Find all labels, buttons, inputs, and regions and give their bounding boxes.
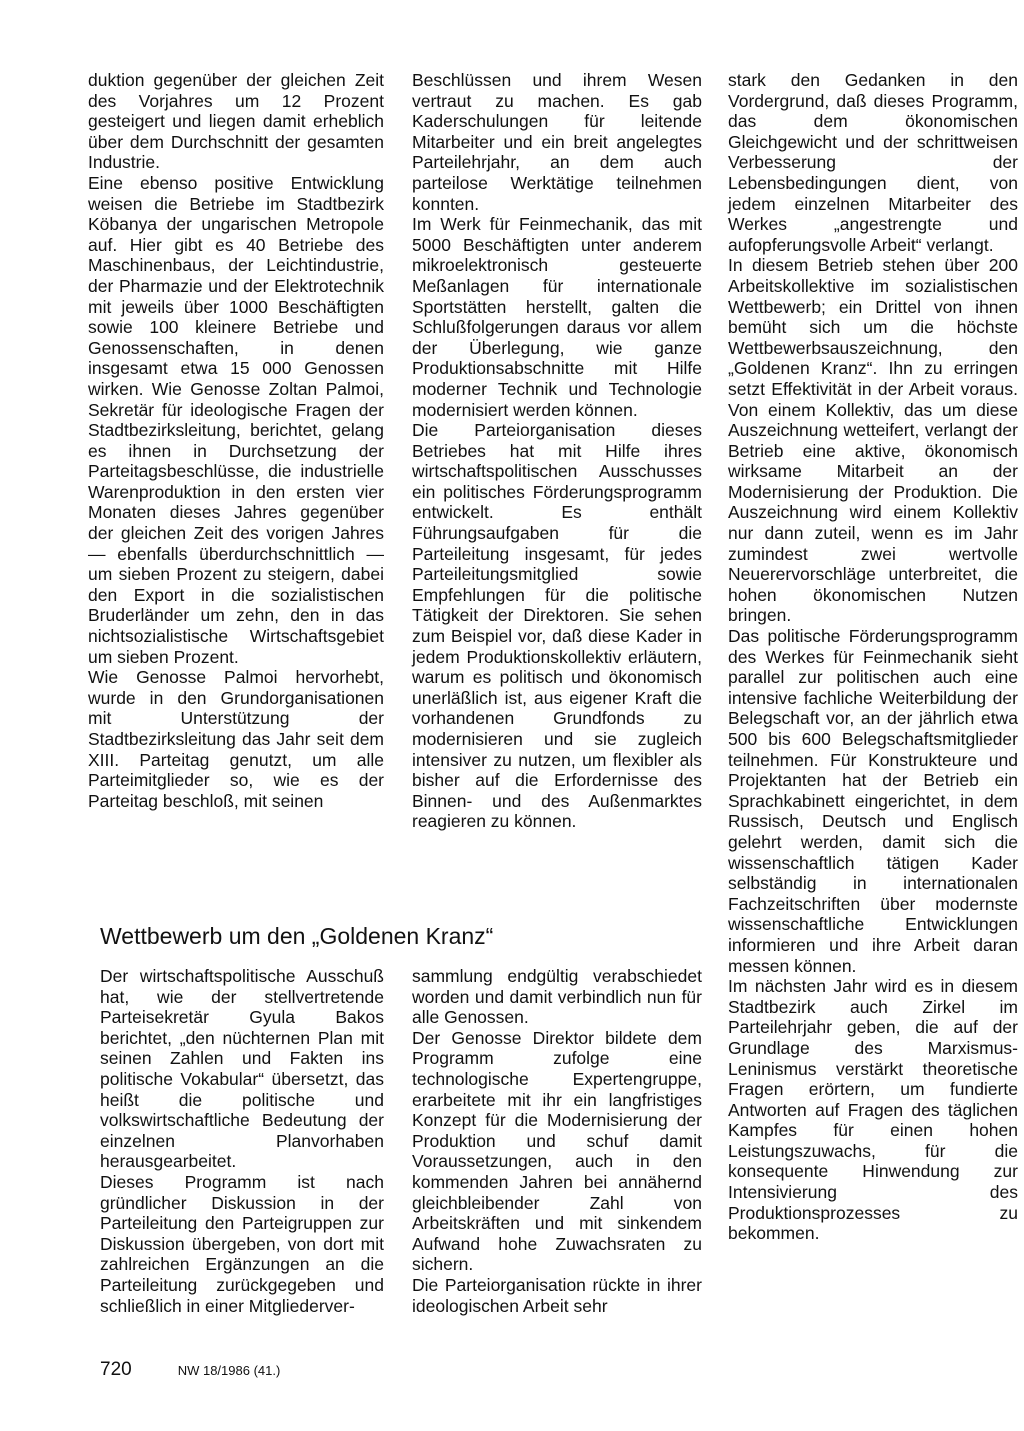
paragraph: In diesem Betrieb stehen über 200 Arbeitskollektive im sozialistischen Wettbewerb; ein Drittel von ihnen bemüht sich um die höchste Wettbewerbsauszeichnung, den „Goldenen Kranz“. Ihn zu erringen setzt Effektivität in der Arbeit voraus. Von einem Kollektiv, das um diese Auszeichnung wetteifert, verlangt der Betrieb eine aktive, ökonomisch wirksame Mitarbeit an der Modernisierung der Produktion. Die Auszeichnung wird einem Kollektiv nur dann zuteil, wenn es im Jahr zumindest zwei wertvolle Neuerervorschläge unterbreitet, die hohen ökonomischen Nutzen bringen. [728,255,1018,626]
paragraph: Die Parteiorganisation rückte in ihrer ideologischen Arbeit sehr [412,1274,702,1316]
paragraph: Der Genosse Direktor bildete dem Programm zufolge eine technologische Expertengruppe, erarbeitete mit ihr ein langfristiges Konzept für die Modernisierung der Produktion und schuf damit Voraussetzungen, auch in den kommenden Jahren bei annähernd gleichbleibender Zahl von Arbeitskräften und mit sinkendem Aufwand hohe Zuwachsraten zu sichern. [412,1027,702,1275]
paragraph: Eine ebenso positive Entwicklung weisen die Betriebe im Stadtbezirk Köbanya der ungarischen Metropole auf. Hier gibt es 40 Betriebe des Maschinenbaus, der Leichtindustrie, der Pharmazie und der Elektrotechnik mit jeweils über 1000 Beschäftigten sowie 100 kleinere Betriebe und Genossenschaften, in denen insgesamt etwa 15 000 Genossen wirken. Wie Genosse Zoltan Palmoi, Sekretär für ideologische Fragen der Stadtbezirksleitung, berichtet, gelang es ihnen in Durchsetzung der Parteitagsbeschlüsse, die industrielle Warenproduktion in den ersten vier Monaten dieses Jahres gegenüber der gleichen Zeit des vorigen Jahres — ebenfalls überdurchschnittlich — um sieben Prozent zu steigern, dabei den Export in die sozialistischen Bruderländer um zehn, den in das nichtsozialistische Wirtschaftsgebiet um sieben Prozent. [88,172,384,667]
paragraph: Das politische Förderungsprogramm des Werkes für Feinmechanik sieht parallel zur politischen auch eine intensive fachliche Weiterbildung der Belegschaft vor, an der jährlich etwa 500 bis 600 Belegschaftsmitglieder teilnehmen. Für Konstrukteure und Projektanten hat der Betrieb ein Sprachkabinett eingerichtet, in dem Russisch, Deutsch und Englisch gelehrt werden, damit sich die wissenschaftlich tätigen Kader selbständig in internationalen Fachzeitschriften über modernste wissenschaftliche Entwicklungen informieren und ihre Arbeit daran messen können. [728,626,1018,976]
paragraph: Im nächsten Jahr wird es in diesem Stadtbezirk auch Zirkel im Parteilehrjahr geben, die auf der Grundlage des Marxismus-Leninismus verstärkt theoretische Fragen erörtern, um fundierte Antworten auf Fragen des täglichen Kampfes für einen hohen Leistungszuwachs, für die konsequente Hinwendung zur Intensivierung des Produktionsprozesses zu bekommen. [728,976,1018,1244]
text-column-5 [412,966,702,1316]
text-column-3 [728,70,1018,1244]
paragraph: Beschlüssen und ihrem Wesen vertraut zu machen. Es gab Kaderschulungen für leitende Mitarbeiter und ein breit angelegtes Parteilehrjahr, an dem auch parteilose Werktätige teilnehmen konnten. [412,70,702,214]
paragraph: stark den Gedanken in den Vordergrund, daß dieses Programm, das dem ökonomischen Gleichgewicht und der schrittweisen Verbesserung der Lebensbedingungen dient, von jedem einzelnen Mitarbeiter des Werkes „angestrengte und aufopferungsvolle Arbeit“ verlangt. [728,70,1018,255]
paragraph: Wie Genosse Palmoi hervorhebt, wurde in den Grundorganisationen mit Unterstützung der Stadtbezirksleitung das Jahr seit dem XIII. Parteitag genutzt, um alle Parteimitglieder so, wie es der Parteitag beschloß, mit seinen [88,667,384,811]
paragraph: Der wirtschaftspolitische Ausschuß hat, wie der stellvertretende Parteisekretär Gyula Bakos berichtet, „den nüchternen Plan mit seinen Zahlen und Fakten ins politische Vokabular“ übersetzt, das heißt die politische und volkswirtschaftliche Bedeutung der einzelnen Planvorhaben herausgearbeitet. [100,966,384,1172]
paragraph: Dieses Programm ist nach gründlicher Diskussion in der Parteileitung den Parteigruppen zur Diskussion übergeben, von dort mit zahlreichen Ergänzungen an die Parteileitung zurückgegeben und schließlich in einer Mitgliederver- [100,1171,384,1316]
page-footer [100,1359,500,1381]
section-heading: Wettbewerb um den „Goldenen Kranz“ [100,923,494,949]
paragraph: Im Werk für Feinmechanik, das mit 5000 Beschäftigten unter anderem mikroelektronisch gesteuerte Meßanlagen für internationale Sportstätten herstellt, galten die Schlußfolgerungen daraus vor allem der Überlegung, wie ganze Produktionsabschnitte mit Hilfe moderner Technik und Technologie modernisiert werden können. [412,214,702,420]
paragraph: sammlung endgültig verabschiedet worden und damit verbindlich nun für alle Genossen. [412,966,702,1028]
text-column-2 [412,70,702,832]
issue-reference: NW 18/1986 (41.) [177,1363,281,1378]
text-column-4 [100,966,384,1316]
text-column-1 [88,70,384,811]
paragraph: duktion gegenüber der gleichen Zeit des Vorjahres um 12 Prozent gesteigert und liegen damit erheblich über dem Durchschnitt der gesamten Industrie. [88,70,384,173]
page-number: 720 [100,1359,132,1380]
paragraph: Die Parteiorganisation dieses Betriebes hat mit Hilfe ihres wirtschaftspolitischen Ausschusses ein politisches Förderungsprogramm entwickelt. Es enthält Führungsaufgaben für die Parteileitung insgesamt, für jedes Parteileitungsmitglied sowie Empfehlungen für die politische Tätigkeit der Direktoren. Sie sehen zum Beispiel vor, daß diese Kader in jedem Produktionskollektiv erläutern, warum es politisch und ökonomisch unerläßlich ist, aus eigener Kraft die vorhandenen Grundfonds zu modernisieren und sie zugleich intensiver zu nutzen, um flexibler als bisher auf die Erfordernisse des Binnen- und des Außenmarktes reagieren zu können. [412,420,702,832]
